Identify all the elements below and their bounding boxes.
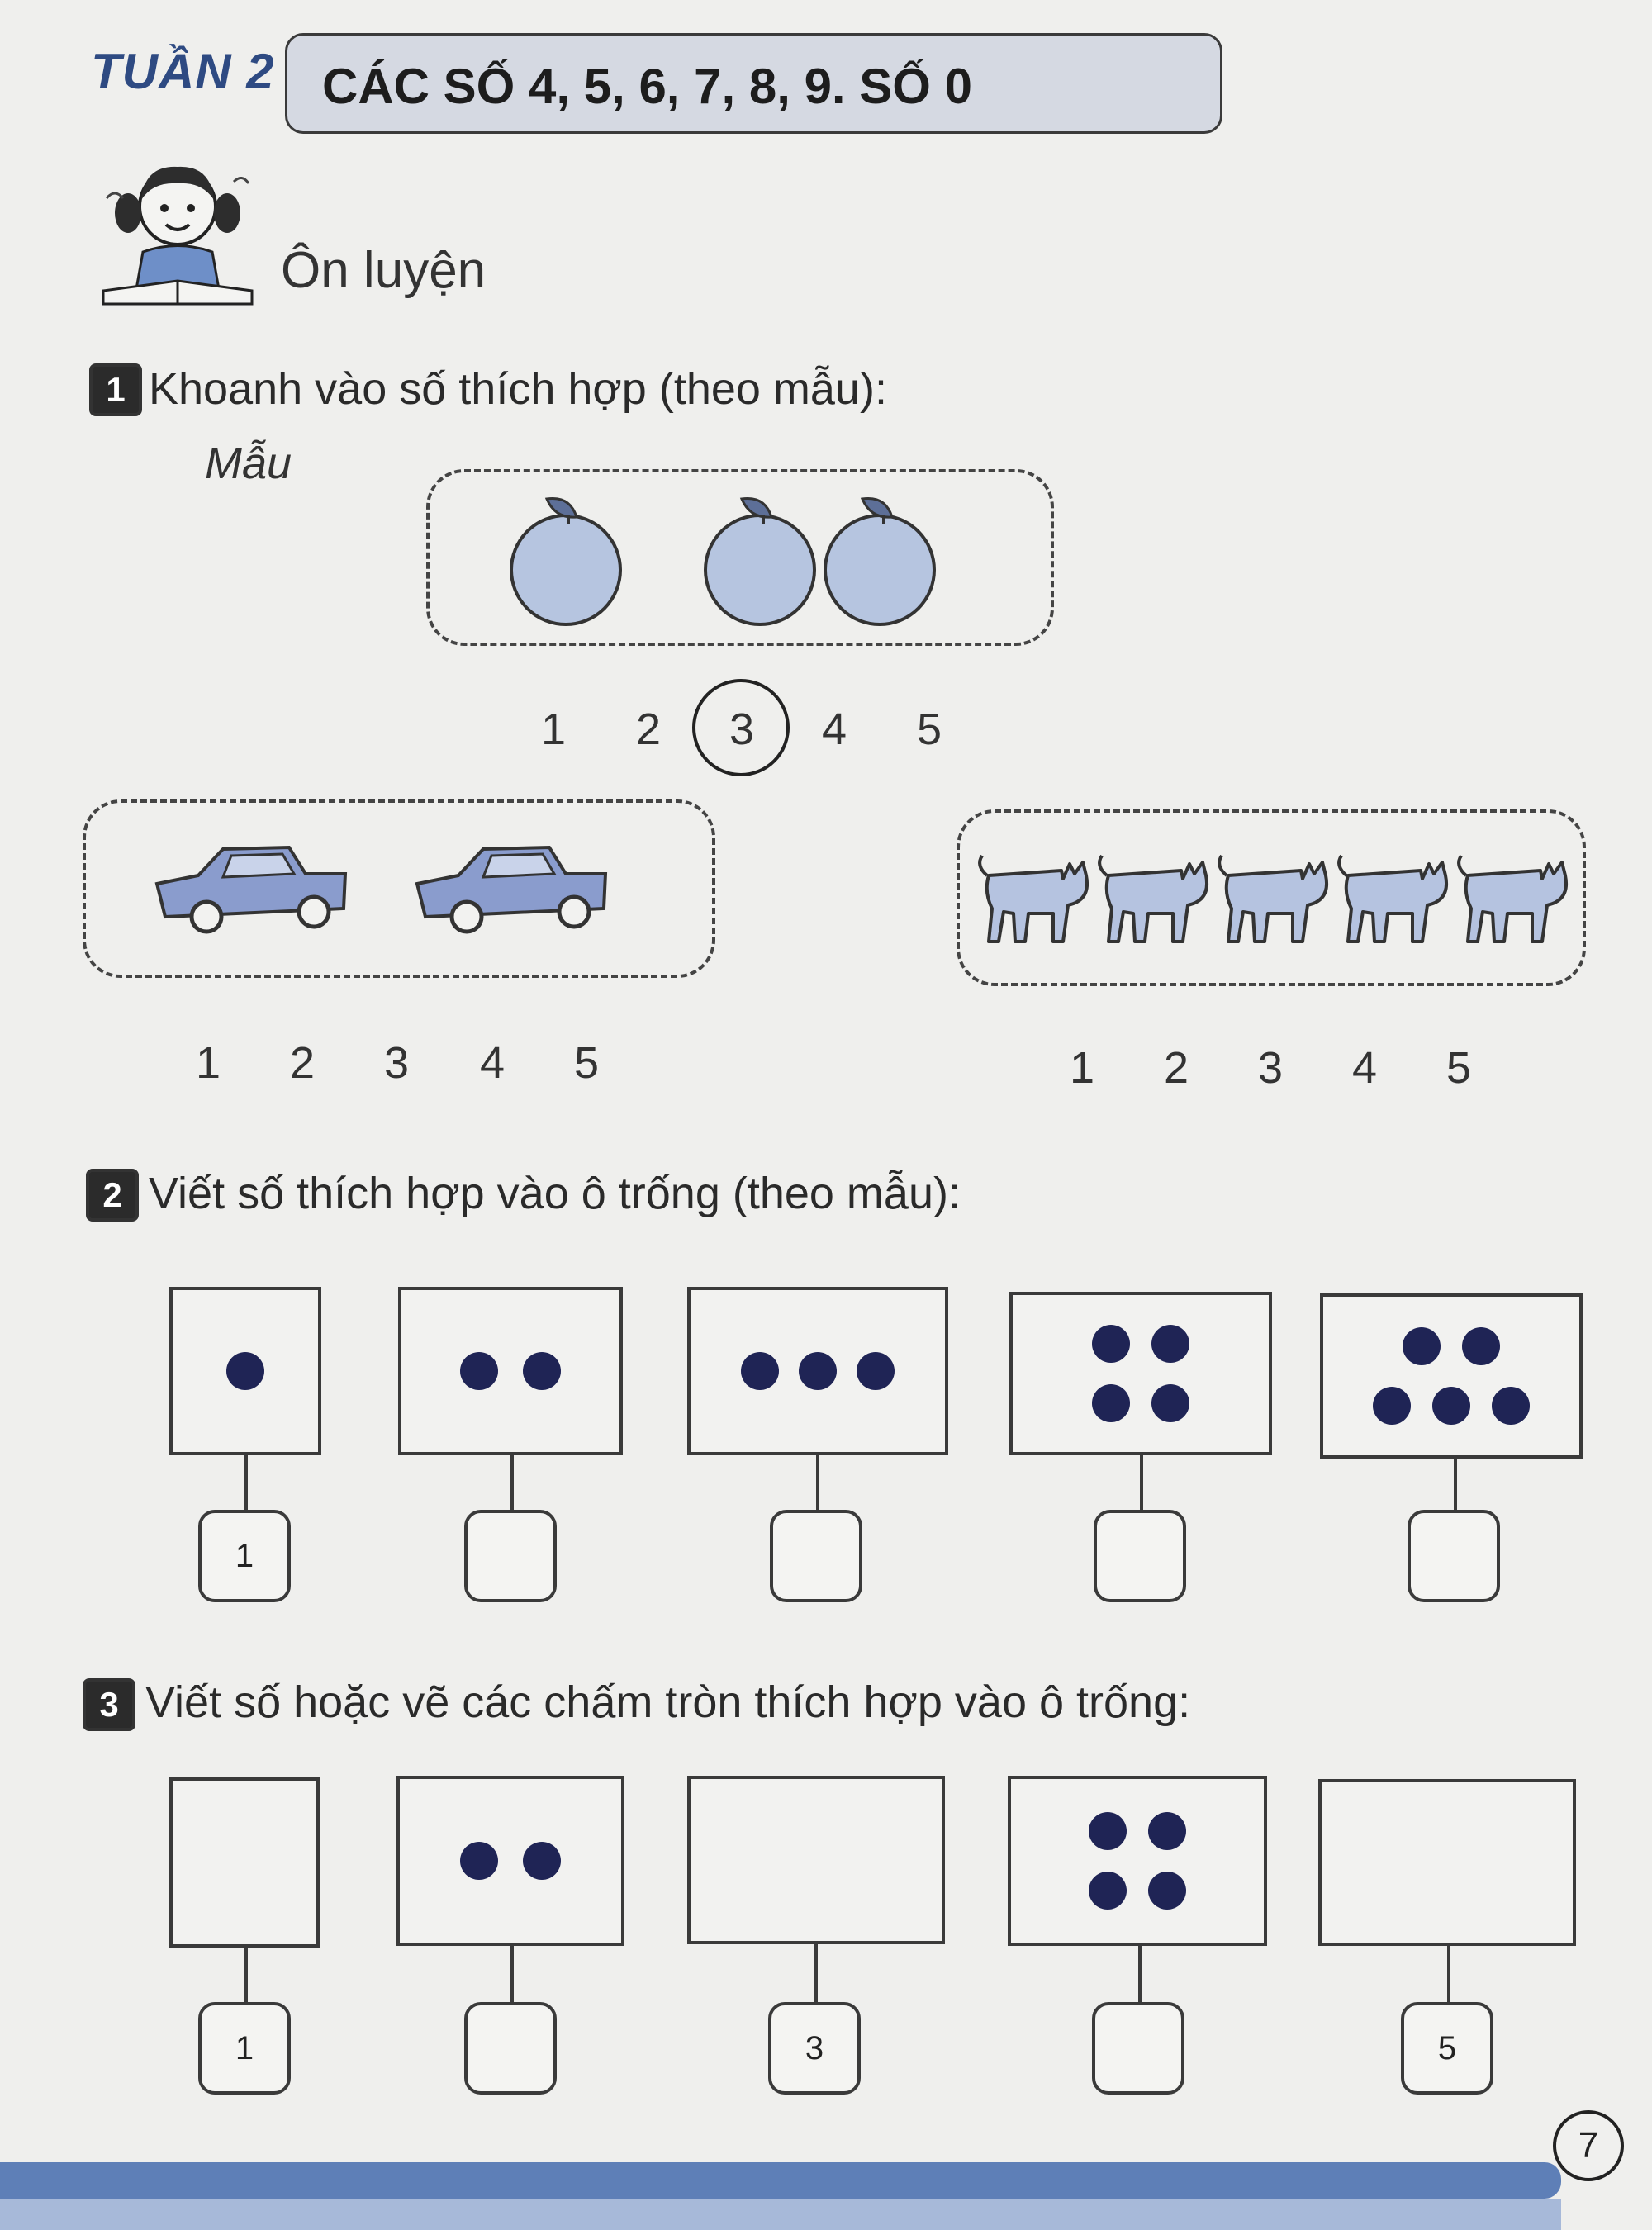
exercise2-dot-box-5[interactable] [1320, 1293, 1583, 1459]
connector-line [1140, 1455, 1143, 1510]
dot [1151, 1384, 1189, 1422]
connector-line [244, 1948, 248, 2002]
sample-number-4[interactable]: 4 [821, 705, 847, 754]
connector-line [244, 1455, 248, 1510]
exercise3-dot-box-5[interactable] [1318, 1779, 1576, 1946]
dot [1148, 1812, 1186, 1850]
connector-line [1454, 1459, 1457, 1510]
exercise3-dot-box-2[interactable] [396, 1776, 624, 1946]
connector-line [510, 1455, 514, 1510]
exercise2-answer-box-1[interactable]: 1 [198, 1510, 291, 1602]
sample-number-1[interactable]: 1 [540, 705, 567, 754]
cats-number-1[interactable]: 1 [1069, 1043, 1095, 1093]
connector-line [1138, 1946, 1142, 2002]
exercise3-dot-box-4[interactable] [1008, 1776, 1267, 1946]
dot [460, 1842, 498, 1880]
dot [1089, 1812, 1127, 1850]
connector-line [510, 1946, 514, 2002]
exercise-1-instruction: Khoanh vào số thích hợp (theo mẫu): [149, 364, 887, 414]
dot [460, 1352, 498, 1390]
sample-number-3[interactable]: 3 [729, 705, 755, 754]
cars-number-1[interactable]: 1 [195, 1038, 221, 1088]
exercise3-answer-box-2[interactable] [464, 2002, 557, 2095]
dot [857, 1352, 895, 1390]
exercise2-dot-box-2[interactable] [398, 1287, 623, 1455]
cars-number-2[interactable]: 2 [289, 1038, 316, 1088]
exercise-3-instruction: Viết số hoặc vẽ các chấm tròn thích hợp vào ô trống: [145, 1677, 1191, 1727]
car-icon [149, 826, 628, 950]
exercise3-dot-box-3[interactable] [687, 1776, 945, 1944]
dot [1089, 1872, 1127, 1910]
exercise2-dot-box-1[interactable] [169, 1287, 321, 1455]
dot [1092, 1325, 1130, 1363]
sample-label: Mẫu [205, 439, 292, 488]
exercise2-dot-box-4[interactable] [1009, 1292, 1272, 1455]
cats-number-3[interactable]: 3 [1257, 1043, 1284, 1093]
dot [1373, 1387, 1411, 1425]
exercise2-answer-box-3[interactable] [770, 1510, 862, 1602]
exercise-2-instruction: Viết số thích hợp vào ô trống (theo mẫu): [149, 1169, 961, 1218]
exercise2-answer-box-2[interactable] [464, 1510, 557, 1602]
exercise2-answer-box-5[interactable] [1408, 1510, 1500, 1602]
orange-icon [496, 487, 958, 628]
dot [1462, 1327, 1500, 1365]
exercise-3-number: 3 [83, 1678, 135, 1731]
exercise3-answer-box-1[interactable]: 1 [198, 2002, 291, 2095]
cats-number-5[interactable]: 5 [1446, 1043, 1472, 1093]
page-title: CÁC SỐ 4, 5, 6, 7, 8, 9. SỐ 0 [322, 59, 973, 114]
dot [1092, 1384, 1130, 1422]
dot [226, 1352, 264, 1390]
exercise-1-number: 1 [89, 363, 142, 416]
cats-number-4[interactable]: 4 [1351, 1043, 1378, 1093]
cat-icon [971, 834, 1582, 966]
section-heading: Ôn luyện [281, 242, 487, 299]
connector-line [816, 1455, 819, 1510]
exercise2-dot-box-3[interactable] [687, 1287, 948, 1455]
dot [523, 1352, 561, 1390]
sample-number-5[interactable]: 5 [916, 705, 942, 754]
exercise-2-number: 2 [86, 1169, 139, 1222]
dot [1492, 1387, 1530, 1425]
exercise3-answer-box-3[interactable]: 3 [768, 2002, 861, 2095]
dot [1403, 1327, 1441, 1365]
connector-line [1447, 1946, 1450, 2002]
exercise3-answer-box-4[interactable] [1092, 2002, 1184, 2095]
footer-band-light [0, 2199, 1561, 2230]
girl-reading-icon [95, 149, 260, 314]
cars-number-3[interactable]: 3 [383, 1038, 410, 1088]
cars-number-5[interactable]: 5 [573, 1038, 600, 1088]
connector-line [814, 1944, 818, 2002]
dot [1432, 1387, 1470, 1425]
exercise3-dot-box-1[interactable] [169, 1777, 320, 1948]
dot [741, 1352, 779, 1390]
sample-number-2[interactable]: 2 [635, 705, 662, 754]
footer-band [0, 2162, 1561, 2199]
dot [799, 1352, 837, 1390]
dot [523, 1842, 561, 1880]
week-label: TUẦN 2 [91, 44, 275, 99]
cars-number-4[interactable]: 4 [479, 1038, 506, 1088]
page-number: 7 [1553, 2110, 1624, 2181]
exercise2-answer-box-4[interactable] [1094, 1510, 1186, 1602]
exercise3-answer-box-5[interactable]: 5 [1401, 2002, 1493, 2095]
cats-number-2[interactable]: 2 [1163, 1043, 1189, 1093]
dot [1151, 1325, 1189, 1363]
dot [1148, 1872, 1186, 1910]
